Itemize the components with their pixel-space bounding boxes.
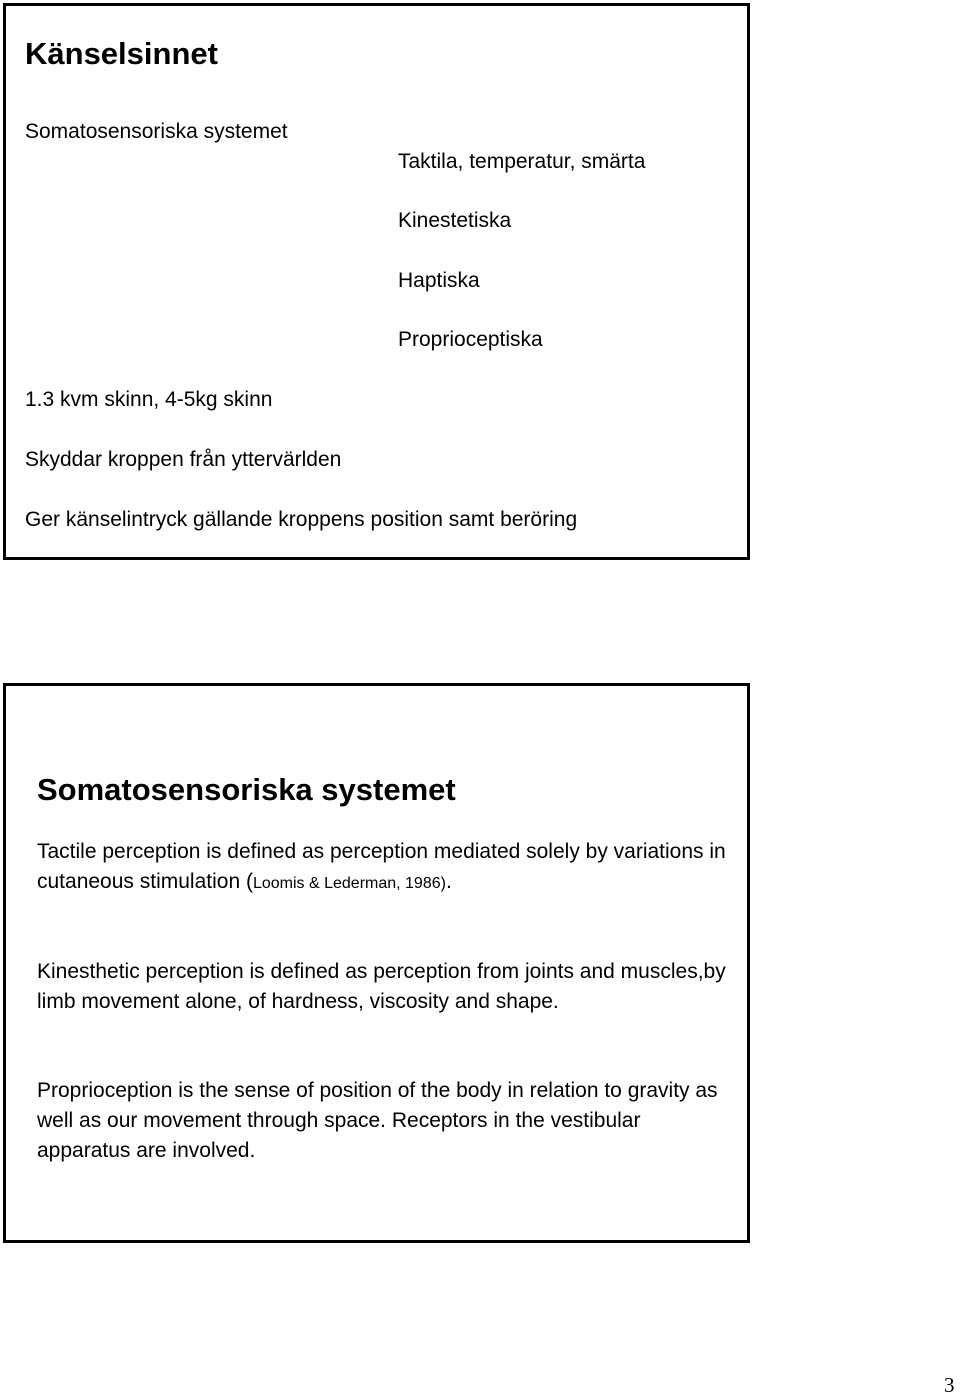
sense-item: Kinestetiska [398, 209, 512, 232]
slide-kanselsinnet [3, 3, 750, 560]
citation: Loomis & Lederman, 1986) [252, 875, 446, 892]
fact-item: Ger känselintryck gällande kroppens position samt beröring [25, 508, 578, 531]
fact-item: 1.3 kvm skinn, 4-5kg skinn [25, 388, 273, 411]
sense-item: Taktila, temperatur, smärta [398, 150, 646, 173]
paragraph-tactile [37, 837, 727, 899]
slide-title: Känselsinnet [25, 36, 218, 71]
slide-somatosensoriska-systemet [3, 683, 750, 1243]
paragraph-end: . [445, 870, 452, 893]
sense-item: Proprioceptiska [398, 328, 543, 351]
fact-item: Skyddar kroppen från yttervärlden [25, 448, 342, 471]
slide-title: Somatosensoriska systemet [37, 772, 456, 807]
paragraph-proprioception: Proprioception is the sense of position of the body in relation to gravity as well as our movement through space. Receptors in the vestibular apparatus are involved. [37, 1079, 718, 1162]
paragraph-kinesthetic: Kinesthetic perception is defined as perception from joints and muscles,by limb movement alone, of hardness, viscosity and shape. [37, 960, 726, 1013]
paragraph-text: Tactile perception is defined as perception mediated solely by variations in cutaneous stimulation ( [37, 840, 726, 893]
slide-subtitle: Somatosensoriska systemet [25, 120, 288, 143]
sense-item: Haptiska [398, 269, 480, 292]
page-number: 3 [944, 1373, 955, 1397]
